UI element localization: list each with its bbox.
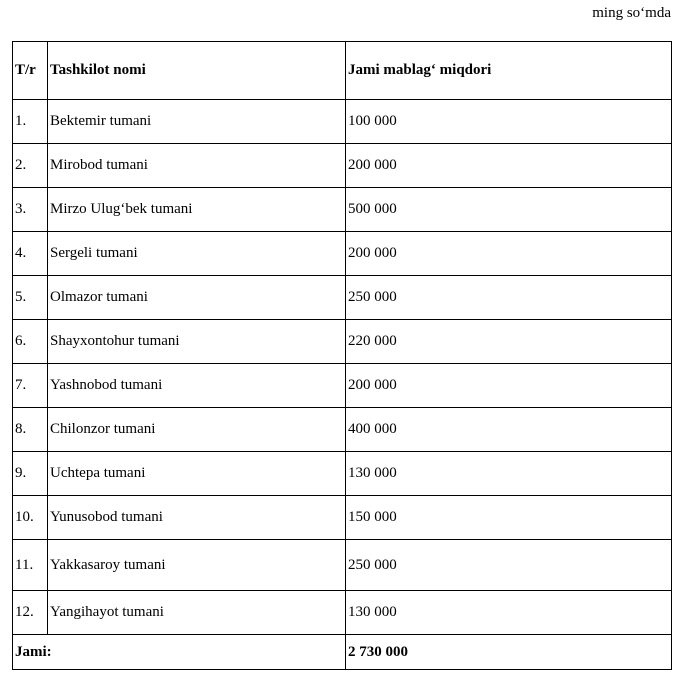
row-amount: 130 000 bbox=[346, 591, 672, 635]
row-organization: Mirobod tumani bbox=[48, 144, 346, 188]
table-total-row bbox=[13, 635, 672, 670]
header-total-amount: Jami mablag‘ miqdori bbox=[346, 42, 672, 100]
row-number: 2. bbox=[13, 144, 48, 188]
table-header-row bbox=[13, 42, 672, 100]
table-row bbox=[13, 232, 672, 276]
row-amount: 250 000 bbox=[346, 276, 672, 320]
row-number: 12. bbox=[13, 591, 48, 635]
table-row bbox=[13, 320, 672, 364]
row-organization: Shayxontohur tumani bbox=[48, 320, 346, 364]
table-row bbox=[13, 496, 672, 540]
row-organization: Chilonzor tumani bbox=[48, 408, 346, 452]
table-row bbox=[13, 591, 672, 635]
table-row bbox=[13, 540, 672, 591]
table-row bbox=[13, 100, 672, 144]
row-amount: 500 000 bbox=[346, 188, 672, 232]
row-amount: 250 000 bbox=[346, 540, 672, 591]
row-number: 7. bbox=[13, 364, 48, 408]
row-organization: Uchtepa tumani bbox=[48, 452, 346, 496]
row-organization: Bektemir tumani bbox=[48, 100, 346, 144]
row-organization: Yangihayot tumani bbox=[48, 591, 346, 635]
header-organization-name: Tashkilot nomi bbox=[48, 42, 346, 100]
table-row bbox=[13, 188, 672, 232]
row-amount: 200 000 bbox=[346, 144, 672, 188]
table-row bbox=[13, 408, 672, 452]
row-organization: Yakkasaroy tumani bbox=[48, 540, 346, 591]
row-amount: 400 000 bbox=[346, 408, 672, 452]
row-organization: Sergeli tumani bbox=[48, 232, 346, 276]
row-amount: 150 000 bbox=[346, 496, 672, 540]
row-amount: 200 000 bbox=[346, 364, 672, 408]
unit-note: ming so‘mda bbox=[592, 5, 671, 21]
row-number: 6. bbox=[13, 320, 48, 364]
table-row bbox=[13, 144, 672, 188]
row-number: 1. bbox=[13, 100, 48, 144]
row-amount: 220 000 bbox=[346, 320, 672, 364]
row-organization: Olmazor tumani bbox=[48, 276, 346, 320]
funding-table bbox=[12, 41, 672, 670]
row-amount: 200 000 bbox=[346, 232, 672, 276]
row-number: 4. bbox=[13, 232, 48, 276]
row-amount: 130 000 bbox=[346, 452, 672, 496]
row-organization: Yunusobod tumani bbox=[48, 496, 346, 540]
row-number: 11. bbox=[13, 540, 48, 591]
row-number: 10. bbox=[13, 496, 48, 540]
table-row bbox=[13, 276, 672, 320]
row-organization: Yashnobod tumani bbox=[48, 364, 346, 408]
header-number: T/r bbox=[13, 42, 48, 100]
row-number: 5. bbox=[13, 276, 48, 320]
row-number: 8. bbox=[13, 408, 48, 452]
table-row bbox=[13, 364, 672, 408]
total-label: Jami: bbox=[13, 635, 346, 670]
row-organization: Mirzo Ulug‘bek tumani bbox=[48, 188, 346, 232]
table-row bbox=[13, 452, 672, 496]
row-number: 3. bbox=[13, 188, 48, 232]
total-amount: 2 730 000 bbox=[346, 635, 672, 670]
row-amount: 100 000 bbox=[346, 100, 672, 144]
row-number: 9. bbox=[13, 452, 48, 496]
